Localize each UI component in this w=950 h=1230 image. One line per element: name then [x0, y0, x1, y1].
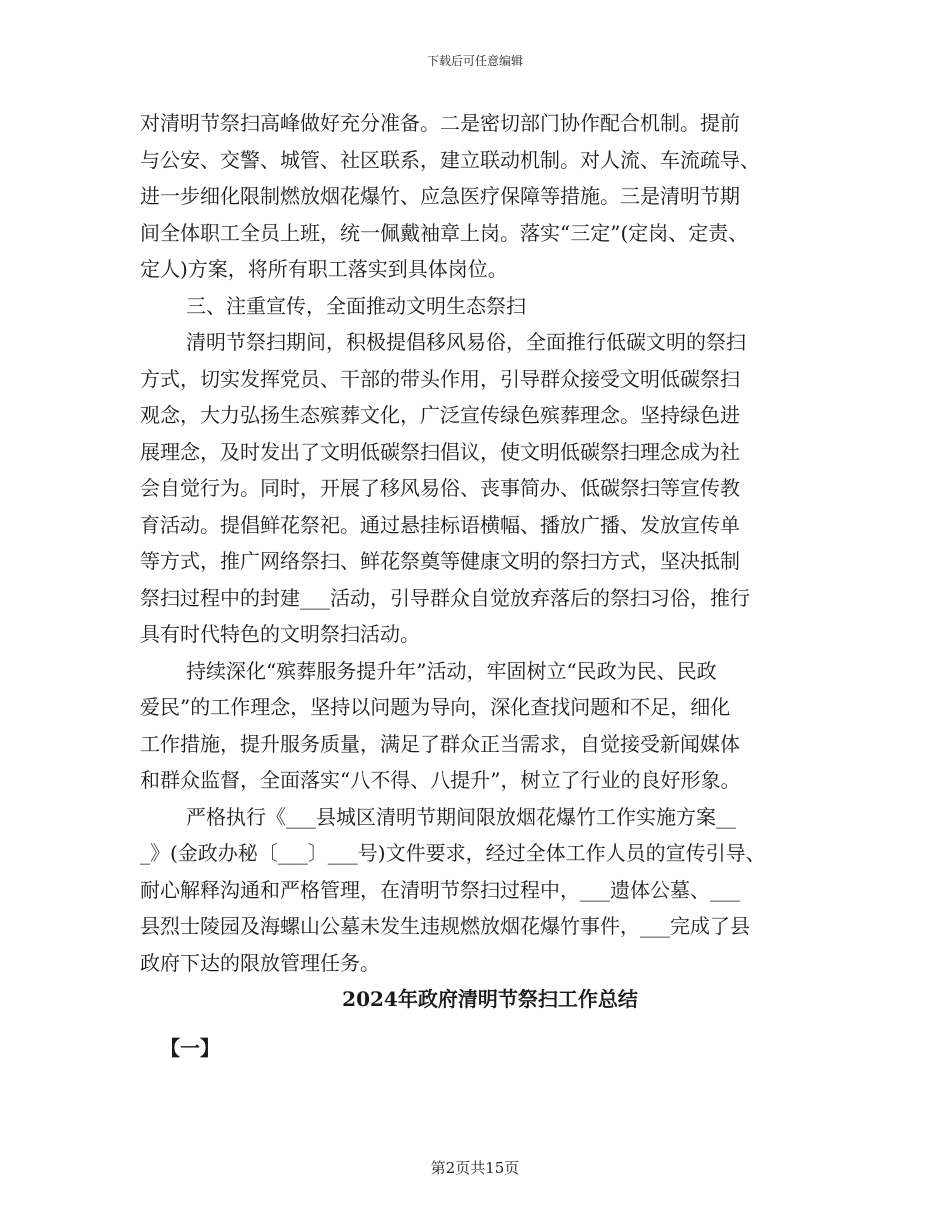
body-line: 政府下达的限放管理任务。	[140, 950, 380, 975]
section-mark: 【一】	[160, 1035, 220, 1060]
body-line: 严格执行《___县城区清明节期间限放烟花爆竹工作实施方案__	[186, 804, 736, 829]
body-line: 祭扫过程中的封建___活动，引导群众自觉放弃落后的祭扫习俗，推行	[140, 585, 750, 610]
section-heading: 三、注重宣传，全面推动文明生态祭扫	[186, 293, 526, 318]
body-line: 耐心解释沟通和严格管理，在清明节祭扫过程中，___遗体公墓、___	[140, 877, 740, 902]
page-footer: 第2页共15页	[430, 1159, 520, 1177]
body-line: 工作措施，提升服务质量，满足了群众正当需求，自觉接受新闻媒体	[140, 731, 740, 756]
body-line: 与公安、交警、城管、社区联系，建立联动机制。对人流、车流疏导、	[140, 147, 760, 172]
document-title: 2024年政府清明节祭扫工作总结	[342, 987, 638, 1011]
body-line: 爱民”的工作理念，坚持以问题为导向，深化查找问题和不足，细化	[140, 695, 731, 719]
body-line: 县烈士陵园及海螺山公墓未发生违规燃放烟花爆竹事件，___完成了县	[140, 914, 750, 938]
body-line: 持续深化“殡葬服务提升年”活动，牢固树立“民政为民、民政	[186, 658, 717, 683]
document-body	[140, 105, 820, 1064]
body-line: 间全体职工全员上班，统一佩戴袖章上岗。落实“三定”(定岗、定责、	[140, 220, 749, 245]
body-line: 对清明节祭扫高峰做好充分准备。二是密切部门协作配合机制。提前	[140, 111, 740, 135]
body-line: 展理念，及时发出了文明低碳祭扫倡议，使文明低碳祭扫理念成为社	[140, 439, 740, 464]
page-header: 下载后可任意编辑	[426, 54, 523, 68]
body-line: 进一步细化限制燃放烟花爆竹、应急医疗保障等措施。三是清明节期	[140, 184, 740, 208]
body-line: 育活动。提倡鲜花祭祀。通过悬挂标语横幅、播放广播、发放宣传单	[140, 512, 740, 537]
body-line: 观念，大力弘扬生态殡葬文化，广泛宣传绿色殡葬理念。坚持绿色进	[140, 403, 740, 427]
body-line: 等方式，推广网络祭扫、鲜花祭奠等健康文明的祭扫方式，坚决抵制	[140, 549, 740, 573]
body-line: 具有时代特色的文明祭扫活动。	[140, 622, 420, 646]
body-line: 定人)方案，将所有职工落实到具体岗位。	[140, 257, 508, 281]
body-line: 会自觉行为。同时，开展了移风易俗、丧事简办、低碳祭扫等宣传教	[140, 476, 740, 500]
body-line: 方式，切实发挥党员、干部的带头作用，引导群众接受文明低碳祭扫	[140, 366, 740, 391]
body-line: 清明节祭扫期间，积极提倡移风易俗，全面推行低碳文明的祭扫	[186, 330, 746, 354]
body-line: _》(金政办秘〔___〕___号)文件要求，经过全体工作人员的宣传引导、	[140, 841, 766, 865]
body-line: 和群众监督，全面落实“八不得、八提升”，树立了行业的良好形象。	[140, 768, 741, 792]
